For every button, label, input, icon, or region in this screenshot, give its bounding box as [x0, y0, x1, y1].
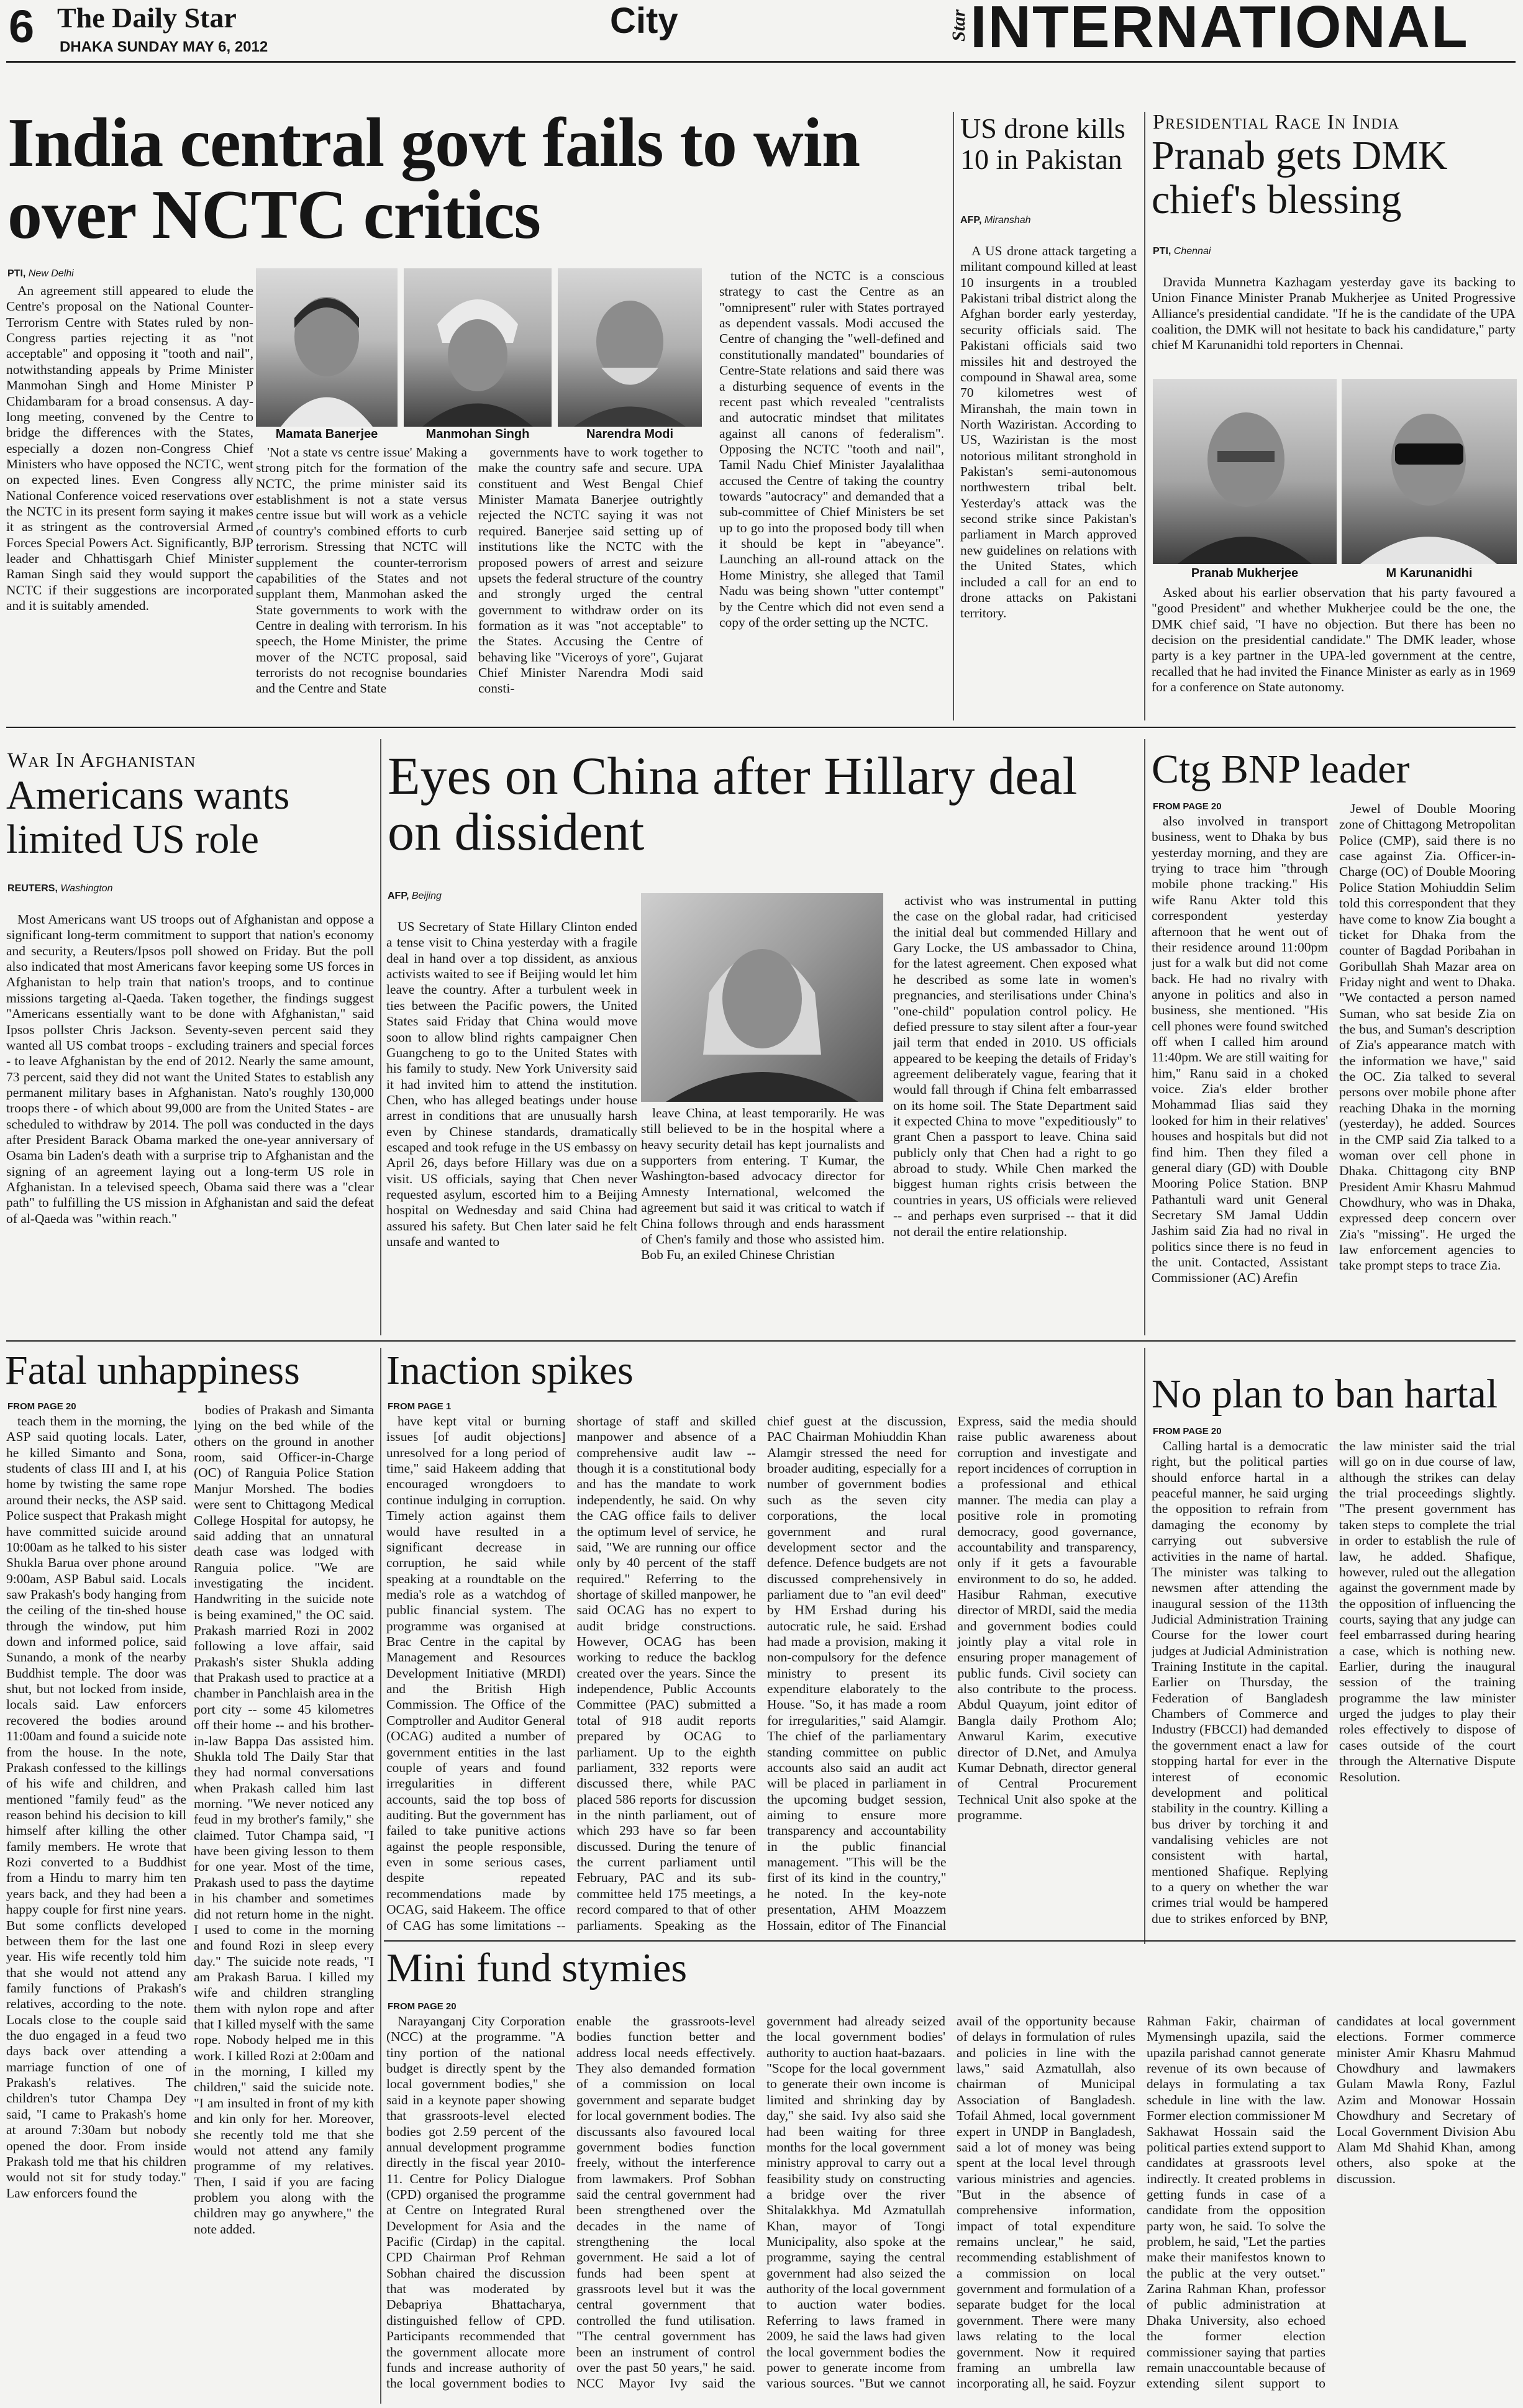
fatal-from: FROM PAGE 20	[7, 1401, 76, 1412]
mini-from: FROM PAGE 20	[388, 2001, 457, 2012]
china-dateline: AFP, Beijing	[388, 891, 442, 901]
issue-date: DHAKA SUNDAY MAY 6, 2012	[60, 39, 268, 55]
ctg-col-2: Jewel of Double Mooring zone of Chittagong Metropolitan Police (CMP), said there is no case against Zia. Officer-in-Charge (OC) of Double Mooring Police Station Mohiuddin Selim told this correspondent that they have come to know Zia bought a ticket for Dhaka from the counter of Bagdad Poribahan in Goribullah Shah Mazar area on Friday night and went to Dhaka. "We contacted a person named Suman, who sat beside Zia on the bus, and Suman's description of Zia's appearance match with the information we have," said the OC. Zia talked to several persons over mobile phone after reaching Dhaka in the morning (yesterday), he added. Sources in the CMP said Zia talked to a woman over cell phone in Dhaka. Chittagong city BNP President Amir Khasru Mahmud Chowdhury, who was in Dhaka, expressed deep concern over Zia's "missing". He urged the law enforcement agencies to take prompt steps to trace Zia.	[1339, 801, 1516, 1273]
portrait-icon	[558, 268, 702, 427]
afghan-body: Most Americans want US troops out of Afghanistan and oppose a significant long-term commitment to support that nation's economy and security, a Reuters/Ipsos poll showed on Friday. But the poll also indicated that most Americans favor keeping some US forces in Afghanistan to help train that nation's troops, and to continue missions targeting al-Qaeda. Taken together, the findings suggest "Americans essentially want to be done with Afghanistan," said Ipsos pollster Chris Jackson. Seventy-seven percent said they wanted all US combat troops - excluding trainers and special forces - to leave Afghanistan by the end of 2012. Nearly the same amount, 73 percent, said they did not want the United States to establish any permanent military bases in Afghanistan. Nato's roughly 130,000 troops there - of which about 99,000 are from the United States - are scheduled to withdraw by 2014. The poll was conducted in the days after President Barack Obama marked the one-year anniversary of Osama bin Laden's death with a surprise trip to Afghanistan and the signing of an agreement laying out a long-term US role in Afghanistan. In a televised speech, Obama said there was a "clear path" to fulfilling the US mission in Afghanistan and said the defeat of al-Qaeda was "within reach."	[6, 912, 374, 1226]
afghan-kicker: War In Afghanistan	[7, 749, 196, 772]
caption-mamata: Mamata Banerjee	[275, 427, 378, 441]
inaction-from: FROM PAGE 1	[388, 1401, 452, 1412]
china-headline: Eyes on China after Hillary deal on dissident	[388, 746, 1078, 862]
fatal-col-1: teach them in the morning, the ASP said quoting locals. Later, he killed Simanto and Sona, students of class III and I, at his home by twisting the same rope around their necks, the ASP said. Police suspect that Prakash might have committed suicide around 10:00am as he talked to his sister Shukla Barua over phone around 9:00am, ASP Babul said. Locals saw Prakash's body hanging from the ceiling of the tin-shed house through the window, put him down and informed police, said Sunando, a monk of the nearby Buddhist temple. The door was shut, but not locked from inside, locals said. Law enforcers recovered the bodies around 11:00am and found a suicide note from the house. In the note, Prakash confessed to the killings of his wife and children, and mentioned "family feud" as the reason behind his decision to kill himself after killing the other family members. He wrote that Rozi converted to a Buddhist from a Hindu to marry him ten years back, and they had been a happy couple for first nine years. But some conflicts developed between them for the last one year. His wife recently told him that she would not attend any family functions of Prakash's relatives, according to the note. Locals close to the couple said the duo engaged in a feud two days back over attending a marriage function of one of Prakash's relatives. The children's tutor Champa Dey said, "I came to Prakash's home at around 7:30am but nobody opened the door. From inside Prakash told me that his children would not sit for study today." Law enforcers found the	[6, 1414, 186, 2201]
pranab-body-top: Dravida Munnetra Kazhagam yesterday gave its backing to Union Finance Minister Pranab Mukherjee as United Progressive Alliance's presidential candidate. "If he is the candidate of the UPA coalition, the DMK will not hesitate to back his candidature," party chief M Karunanidhi told reporters in Chennai.	[1152, 275, 1516, 353]
afghan-dateline: REUTERS, Washington	[7, 883, 113, 894]
photo-mamata-banerjee	[256, 268, 398, 427]
photo-narendra-modi	[558, 268, 702, 427]
fatal-col-2: bodies of Prakash and Simanta lying on the bed while of the others on the ground in another room, said Officer-in-Charge (OC) of Ranguia Police Station Manjur Morshed. The bodies were sent to Chittagong Medical College Hospital for autopsy, he said adding that an unnatural death case was lodged with Ranguia police. "We are investigating the incident. Handwriting in the suicide note is being examined," the OC said. Prakash married Rozi in 2002 following a love affair, said Prakash's sister Shukla adding that Prakash used to practice at a chamber in Panchlaish area in the port city -- some 45 kilometres off their home -- and his brother-in-law Bappa Das assisted him. Shukla told The Daily Star that they had normal conversations when Prakash called him last morning. "We never noticed any feud in my brother's family," she claimed. Tutor Champa said, "I have been giving lesson to them for one year. Most of the time, Prakash used to pass the daytime in his chamber and sometimes did not return home in the night. I used to come in the morning and found Rozi in sleep every day." The suicide note reads, "I am Prakash Barua. I killed my wife and children strangling them with nylon rope and after that I killed myself with the same rope. Nobody helped me in this work. I killed Rozi at 2:00am and in the morning, I killed my children," said the suicide note. "I am insulted in front of my kith and kin only for her. Moreover, she recently told me that she would not attend any family programme of my relatives. Then, I said if you are facing problem you along with the children may go anywhere," the note added.	[194, 1402, 374, 2237]
pranab-headline: Pranab gets DMK chief's blessing	[1152, 133, 1448, 222]
nctc-col-2: 'Not a state vs centre issue' Making a strong pitch for the formation of the NCTC, the prime minister said its establishment is not a state versus centre issue but will work as a vehicle of country's combined efforts to curb terrorism. Stressing that NCTC will supplement the counter-terrorism capabilities of the States and not supplant them, Manmohan asked the State governments to work with the Centre in dealing with terrorism. In his speech, the Home Minister, the prime mover of the NCTC proposal, said terrorists do not recognise boundaries and the Centre and State	[256, 445, 467, 696]
mini-headline: Mini fund stymies	[386, 1945, 688, 1991]
ctg-col-1: also involved in transport business, went to Dhaka by bus yesterday morning, and they are trying to trace him "through mobile phone tracking." His wife Ranu Akter told this correspondent yesterday afternoon that he went out of their residence around 11:00pm just for a walk but did not come back. He had no rivalry with anyone in politics and also in business, she mentioned. "His cell phones were found switched off when I called him around 11:40pm. We are still waiting for him," Ranu said in a choked voice. Zia's elder brother Mohammad Ilias said they looked for him in their relatives' houses and hospitals but did not find him. Then they filed a general diary (GD) with Double Mooring Police Station. BNP Pathantuli ward unit General Secretary SM Jamal Uddin Jashim said Zia had no rival in politics since there is no feud in the unit. Contacted, Assistant Commissioner (AC) Arefin	[1152, 814, 1328, 1286]
paper-name: The Daily Star	[57, 2, 237, 34]
caption-pranab: Pranab Mukherjee	[1191, 566, 1299, 580]
china-col-3: activist who was instrumental in putting the case on the global radar, had criticised the initial deal but commended Hillary and Gary Locke, the US ambassador to China, for the latest agreement. Chen exposed what he described as some late in women's pregnancies, and sterilisations under China's "one-child" population control policy. He defied pressure to stay silent after a four-year jail term that ended in 2010. US officials appeared to be keeping the details of Friday's agreement deliberately vague, fearing that it would fall through if China felt embarrassed on its home soil. The State Department said it expected China to move "expeditiously" to grant Chen a passport to leave. China said publicly only that Chen had a right to go abroad to study. While Chen marked the biggest human rights crisis between the countries in years, US officials were relieved -- and perhaps even surprised -- that it did not derail the entire relationship.	[893, 893, 1137, 1239]
portrait-icon	[256, 268, 398, 427]
portrait-icon	[1342, 379, 1517, 564]
ctg-from: FROM PAGE 20	[1153, 801, 1222, 812]
drone-headline: US drone kills 10 in Pakistan	[960, 112, 1125, 175]
portrait-icon	[404, 268, 552, 427]
pranab-body-bottom: Asked about his earlier observation that his party favoured a "good President" and whether Mukherjee could be the one, the DMK chief said, "I have no objection. But there has been no decision on the presidential candidate." The DMK leader, whose party is a key partner in the UPA-led government at the centre, recalled that he had invited the Finance Minister as early as in 1969 for a conference on State autonomy.	[1152, 585, 1516, 695]
masthead-rule	[6, 61, 1516, 63]
nctc-col-1: An agreement still appeared to elude the Centre's proposal on the National Counter-Terrorism Centre with States ruled by non-Congress parties rejecting it as "not acceptable" and opposing it "tooth and nail", notwithstanding appeals by Prime Minister Manmohan Singh and Home Minister P Chidambaram for a broad consensus. A day-long meeting, convened by the Centre to bridge the differences with the States, especially a dozen non-Congress Chief Ministers who have opposed the NCTC, went on expected lines. Even Congress ally National Conference voiced reservations over the NCTC in its present form saying it makes it as stringent as the controversial Armed Forces Special Powers Act. Significantly, BJP leader and Chhattisgarh Chief Minister Raman Singh said they would support the NCTC if their suggestions are incorporated and it is suitably amended.	[6, 283, 253, 614]
section-city: City	[610, 1, 678, 41]
caption-modi: Narendra Modi	[586, 427, 674, 441]
drone-body: A US drone attack targeting a militant compound killed at least 10 insurgents in a troubled Pakistani tribal district along the Afghan border early yesterday, security officials said. The Pakistani officials said two missiles hit and destroyed the compound in Shawal area, some 70 kilometres west of Miranshah, the main town in North Waziristan. According to US, Waziristan is the most notorious militant stronghold in Pakistan's semi-autonomous northwestern tribal belt. Yesterday's attack was the second strike since Pakistan's parliament in March approved new guidelines on relations with the United States, which included a call for an end to drone attacks on Pakistani territory.	[960, 243, 1137, 621]
hartal-headline: No plan to ban hartal	[1152, 1371, 1498, 1417]
section-title: INTERNATIONAL	[970, 0, 1469, 60]
china-col-1: US Secretary of State Hillary Clinton ended a tense visit to China yesterday with a fragile deal in hand over a top dissident, as anxious activists waited to see if Beijing would let him leave the country. After a turbulent week in ties between the Pacific powers, the United States said Friday that China would move soon to allow blind rights campaigner Chen Guangcheng to go to the United States with his family to study. New York University said it had invited him to attend the institution. Chen, who has alleged beatings under house arrest in conditions that are unusually harsh even by Chinese standards, dramatically escaped and took refuge in the US embassy on April 26, days before Hillary was due on a visit. US officials, saying that Chen never requested asylum, escorted him to a Beijing hospital on Wednesday and said China had assured his safety. But Chen later said he felt unsafe and wanted to	[386, 919, 637, 1250]
nctc-col-4: tution of the NCTC is a conscious strategy to cast the Centre as an "omnipresent" ruler with States portrayed as dependent vassals. Modi accused the Centre of changing the "well-defined and constitutionally mandated" boundaries of Centre-State relations and said there was a disturbing sequence of events in the recent past which revealed "centralists and autocratic mindset that militates against all canons of federalism". Opposing the NCTC "tooth and nail", Tamil Nadu Chief Minister Jayalalithaa accused the Centre of taking the country towards "autocracy" and demanded that a sub-committee of Chief Ministers be set up to go into the proposed body till when it should be kept in "abeyance". Launching an all-round attack on the Home Ministry, she alleged that Tamil Nadu was being shown "utter contempt" by the Centre which did not even send a copy of the order setting up the NCTC.	[719, 268, 944, 630]
china-col-2: leave China, at least temporarily. He was still believed to be in the hospital where a heavy security detail has kept journalists and supporters from entering. T Kumar, the Washington-based advocacy director for Amnesty International, welcomed the agreement but said it was critical to watch if China follows through and ends harassment of Chen's family and those who assisted him. Bob Fu, an exiled Chinese Christian	[641, 1106, 884, 1263]
ctg-headline: Ctg BNP leader	[1152, 747, 1410, 792]
nctc-dateline: PTI, New Delhi	[7, 268, 74, 279]
nctc-headline: India central govt fails to win over NCTC critics	[7, 104, 860, 254]
portrait-icon	[1153, 379, 1337, 564]
hartal-body: Calling hartal is a democratic right, but the political parties should enforce hartal in a peaceful manner, he said urging the opposition to refrain from damaging the economy by carrying out subversive activities in the name of hartal. The minister was talking to newsmen after attending the inaugural session of the 113th Judicial Administration Training Course for the lower court judges at Judicial Administration Training Institute in the capital. Earlier on Thursday, the Federation of Bangladesh Chambers of Commerce and Industry (FBCCI) had demanded the government enact a law for stopping hartal for ever in the interest of economic development and political stability in the country. Killing a bus driver by torching it and vandalising vehicles are not consistent with hartal, mentioned Shafique. Replying to a query on whether the war crimes trial would be hampered due to strikes enforced by BNP, the law minister said the trial will go on in due course of law, although the strikes can delay the trial proceedings slightly. "The present government has taken steps to complete the trial in order to establish the rule of law, he added. Shafique, however, ruled out the allegation against the government made by the opposition of influencing the courts, saying that any judge can feel embarrassed during hearing a case, which is nothing new. Earlier, during the inaugural session of the training programme the law minister urged the judges to play their roles effectively to dispose of cases outside of the court through the Alternative Dispute Resolution.	[1152, 1438, 1516, 1926]
star-mark: Star	[948, 9, 969, 42]
pranab-dateline: PTI, Chennai	[1153, 246, 1211, 257]
drone-dateline: AFP, Miranshah	[960, 215, 1031, 225]
photo-hillary-clinton	[641, 893, 883, 1102]
inaction-body: have kept vital or burning issues [of audit objections] unresolved for a long period of time," said Hakeem adding that encouraged wrongdoers to continue indulging in corruption. Timely action against them would have resulted in a significant decrease in corruption, he said while speaking at a roundtable on the media's role as a watchdog of public financial system. The programme was organised at Brac Centre in the capital by Management and Resources Development Initiative (MRDI) and the British High Commission. The Office of the Comptroller and Auditor General (OCAG) audited a number of government entities in the last couple of years and found irregularities in different accounts, said the top boss of auditing. But the government has failed to take punitive actions against the people responsible, even in some serious cases, despite repeated recommendations made by OCAG, said Hakeem. The office of CAG has some limitations -- shortage of staff and skilled manpower and absence of a comprehensive audit law -- though it is a constitutional body and has the mandate to work independently, he said. On why the CAG office fails to deliver the optimum level of service, he said, "We are running our office only by 40 percent of the staff required." Referring to the shortage of skilled manpower, he said OCAG has no expert to audit bridge constructions. However, OCAG has been working to reduce the backlog created over the years. Since the independence, Public Accounts Committee (PAC) submitted a total of 918 audit reports prepared by OCAG to parliament. Up to the eighth parliament, 332 reports were discussed there, while PAC placed 586 reports for discussion in the ninth parliament, out of which 293 have so far been discussed. During the tenure of the current parliament until February, PAC and its sub-committee held 175 meetings, a record compared to that of other parliaments. Speaking as the chief guest at the discussion, PAC Chairman Mohiuddin Khan Alamgir stressed the need for broader auditing, especially for a number of government bodies such as the seven city corporations, the local government and rural development sector and the defence. Defence budgets are not discussed comprehensively in parliament due to "an evil deed" by HM Ershad during his autocratic rule, he said. Ershad had made a provision, making it non-compulsory for the defence ministry to present its expenditure elaborately to the House. "So, it has made a room for irregularities," said Alamgir. The chief of the parliamentary standing committee on public accounts also said an audit act will be placed in parliament in the upcoming budget session, aiming to ensure more transparency and accountability in the public financial management. "This will be the first of its kind in the country," he noted. In the key-note presentation, AHM Moazzem Hossain, editor of The Financial Express, said the media should raise public awareness about corruption and investigate and report incidences of corruption in a professional and ethical manner. The media can play a positive role in promoting democracy, good governance, accountability and transparency, only if it gets a favourable environment to do so, he added. Hasibur Rahman, executive director of MRDI, said the media and government bodies could jointly play a vital role in ensuring proper management of public funds. Civil society can also contribute to the process. Abdul Quayum, joint editor of Bangla daily Prothom Alo; Anwarul Karim, executive director of D.Net, and Amulya Kumar Debnath, director general of Central Procurement Technical Unit also spoke at the programme.	[386, 1414, 1137, 1933]
inaction-headline: Inaction spikes	[386, 1348, 634, 1393]
page-number: 6	[9, 1, 35, 52]
pranab-kicker: Presidential Race In India	[1153, 111, 1400, 134]
photo-manmohan-singh	[404, 268, 552, 427]
caption-karunanidhi: M Karunanidhi	[1386, 566, 1473, 580]
fatal-headline: Fatal unhappiness	[5, 1348, 300, 1393]
portrait-icon	[641, 893, 883, 1102]
mini-body: Narayanganj City Corporation (NCC) at the programme. "A tiny portion of the national budget is directly spent by the local government bodies," she said in a keynote paper showing that grassroots-level elected bodies got 2.59 percent of the annual development programme directly in the fiscal year 2010-11. Centre for Policy Dialogue (CPD) organised the programme at Centre on Integrated Rural Development for Asia and the Pacific (Cirdap) in the capital. CPD Chairman Prof Rehman Sobhan chaired the discussion that was moderated by Debapriya Bhattacharya, distinguished fellow of CPD. Participants recommended that the government allocate more funds and increase authority of the local government bodies to enable the grassroots-level bodies function better and address local needs effectively. They also demanded formation of a commission on local government and separate budget for local government bodies. The discussants also favoured local government bodies function freely, without the interference from lawmakers. Prof Sobhan said the central government had been strengthened over the decades in the name of strengthening the local government. He said a lot of funds had been spent at grassroots level but it was the central government that controlled the fund utilisation. "The central government has been an instrument of control over the past 50 years," he said. NCC Mayor Ivy said the government had already seized the local government bodies' authority to auction haat-bazaars. "Scope for the local government to generate their own income is limited and shrinking day by day," she said. Ivy also said she had been waiting for three months for the local government ministry approval to carry out a feasibility study on constructing a bridge over the river Shitalakkhya. Md Azmatullah Khan, mayor of Tongi Municipality, also spoke at the programme, saying the central government had also seized the authority of the local government to auction water bodies. Referring to laws framed in 2009, he said the laws had given the local government bodies the power to generate income from various sources. "But we cannot avail of the opportunity because of delays in formulation of rules and policies in line with the laws," said Azmatullah, also chairman of Municipal Association of Bangladesh. Tofail Ahmed, local government expert in UNDP in Bangladesh, said a lot of money was being spent at the local level through various ministries and agencies. "But in the absence of comprehensive information, impact of total expenditure remains unclear," he said, recommending establishment of a commission on local government and formulation of a separate budget for the local government. There were many laws relating to the local government. Now it required framing an umbrella law incorporating all, he said. Foyzur Rahman Fakir, chairman of Mymensingh upazila, said the upazila parishad cannot generate revenue of its own because of delays in formulating a tax schedule in line with the law. Former election commissioner M Sakhawat Hossain said the political parties extend support to candidates at grassroots level indirectly. It created problems in getting funds in case of a candidate from the opposition party won, he said. To solve the problem, he said, "Let the parties make their manifestos known to the public at the very outset." Zarina Rahman Khan, professor of public administration at Dhaka University, also echoed the former election commissioner saying that parties remain unaccountable because of extending silent support to candidates at local government elections. Former commerce minister Amir Khasru Mahmud Chowdhury and lawmakers Gulam Mawla Rony, Fazlul Azim and Monowar Hossain Chowdhury and Secretary of Local Government Division Abu Alam Md Shahid Khan, among others, also spoke at the discussion.	[386, 2014, 1516, 2391]
photo-pranab-mukherjee	[1153, 379, 1337, 564]
caption-manmohan: Manmohan Singh	[425, 427, 530, 441]
afghan-headline: Americans wants limited US role	[6, 773, 290, 862]
hartal-from: FROM PAGE 20	[1153, 1426, 1222, 1437]
photo-m-karunanidhi	[1342, 379, 1517, 564]
nctc-col-3: governments have to work together to make the country safe and secure. UPA constituent and West Bengal Chief Minister Mamata Banerjee outrightly rejected the NCTC saying it was not required. Banerjee said setting up of institutions like the NCTC with the proposed powers of arrest and seizure upsets the federal structure of the country and strongly urged the central government to withdraw order on its formation as it was "not acceptable" to the States. Accusing the Centre of behaving like "Viceroys of yore", Gujarat Chief Minister Narendra Modi said consti-	[478, 445, 703, 696]
